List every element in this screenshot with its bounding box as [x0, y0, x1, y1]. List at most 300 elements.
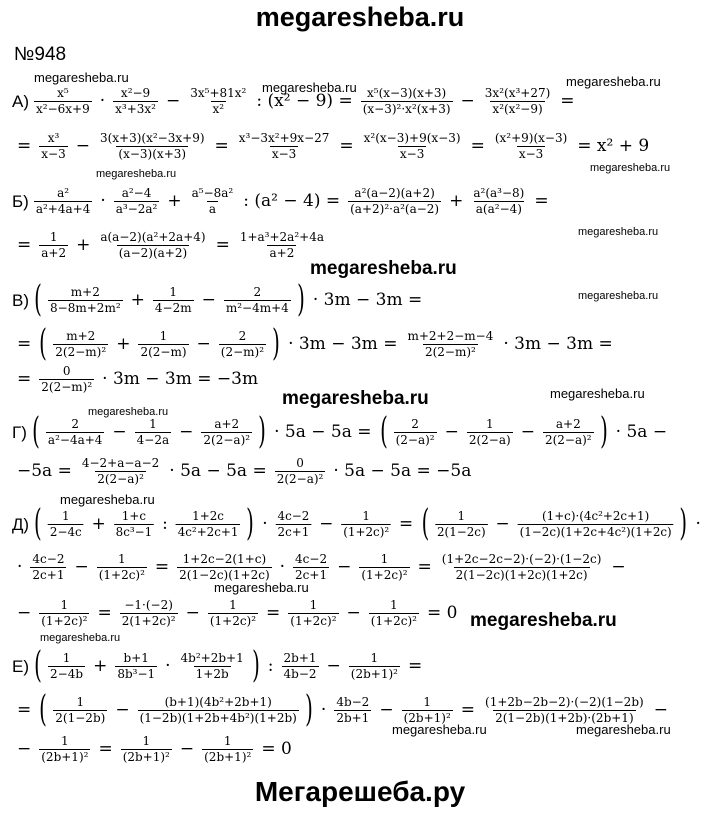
numerator: 4b−2	[336, 694, 370, 709]
fraction	[369, 598, 419, 629]
operator: =	[214, 136, 229, 156]
denominator: (2b+1)²	[403, 710, 451, 725]
denominator: (2b+1)²	[41, 750, 89, 764]
numerator: 2	[238, 328, 247, 343]
eq-line-v2	[12, 323, 618, 364]
numerator: m+2	[70, 284, 100, 299]
fraction	[46, 417, 105, 448]
watermark: megaresheba.ru	[310, 258, 457, 279]
denominator: (2b+1)²	[350, 666, 398, 681]
operator: =	[560, 91, 575, 111]
fraction	[341, 509, 391, 540]
operator: =	[417, 557, 432, 577]
operator: : (x² − 9) =	[256, 91, 353, 111]
denominator: a³−2a²	[115, 202, 158, 216]
denominator: a+2	[41, 246, 67, 260]
fraction	[288, 598, 338, 629]
fraction	[98, 131, 207, 162]
fraction	[467, 417, 513, 448]
denominator: 8b³−1	[117, 666, 156, 681]
operator: −	[17, 603, 32, 623]
denominator: (2−a)²	[395, 432, 435, 447]
operator: −	[179, 421, 194, 442]
denominator: x−3	[399, 147, 425, 161]
operator: −	[346, 603, 361, 623]
watermark: megaresheba.ru	[96, 168, 177, 180]
denominator: (1−2b)(1+2b+4b²)(1+2b)	[139, 710, 297, 725]
fraction	[53, 695, 107, 726]
numerator: 1	[60, 598, 69, 612]
numerator: (1+2b−2b−2)·(−2)(1−2b)	[485, 694, 644, 709]
operator: −	[460, 91, 475, 111]
denominator: x−3	[41, 147, 66, 161]
numerator: 1+c	[121, 508, 147, 523]
eq-line-v1	[12, 279, 427, 320]
operator: +	[76, 235, 91, 255]
eq-line-d2	[12, 552, 631, 583]
operator: +	[130, 289, 145, 310]
fraction	[483, 695, 646, 726]
numerator: (1+2c−2c−2)·(−2)·(1−2c)	[441, 552, 602, 566]
operator: −	[337, 557, 352, 577]
fraction	[282, 651, 319, 682]
numerator: m+2+2−m−4	[407, 328, 494, 343]
parenthesis: (	[34, 279, 42, 320]
operator: −	[319, 513, 334, 534]
numerator: 1	[149, 416, 157, 431]
denominator: 2b+1	[336, 710, 370, 725]
fraction	[493, 131, 569, 162]
site-footer: Мегарешеба.ру	[254, 776, 466, 807]
parenthesis: (	[32, 411, 40, 452]
parenthesis: )	[251, 645, 260, 686]
denominator: x³+3x²	[115, 102, 156, 116]
denominator: 2(2−a)²	[544, 432, 592, 447]
fraction	[361, 86, 453, 117]
operator: ·	[17, 557, 23, 577]
parenthesis: (	[379, 411, 388, 452]
denominator: (1−2c)(1+2c+4c²)(1+2c)	[519, 524, 672, 539]
fraction	[435, 509, 488, 540]
watermark: megaresheba.ru	[40, 632, 121, 644]
denominator: 2−4c	[49, 524, 82, 539]
fraction	[34, 86, 92, 117]
fraction	[121, 734, 172, 765]
denominator: (1+2c)²	[361, 568, 408, 582]
fraction	[114, 186, 160, 217]
fraction	[53, 329, 108, 360]
denominator: 2(1−2c)	[436, 524, 486, 539]
watermark: megaresheba.ru	[550, 386, 645, 401]
fraction	[34, 186, 93, 217]
numerator: 4b²+2b+1	[180, 650, 244, 665]
fraction	[97, 552, 147, 583]
operator: :	[162, 513, 168, 534]
denominator: 2(2−m)	[140, 344, 187, 359]
fraction	[48, 509, 84, 540]
fraction	[113, 86, 158, 117]
parenthesis: )	[599, 411, 608, 452]
denominator: x²(x²−9)	[492, 102, 543, 116]
parenthesis: )	[679, 503, 688, 544]
numerator: x³	[47, 131, 60, 145]
numerator: 1	[61, 734, 69, 748]
operator: +	[449, 191, 464, 211]
numerator: 3(x+3)(x²−3x+9)	[99, 131, 205, 145]
fraction	[334, 695, 371, 726]
fraction	[402, 695, 453, 726]
denominator: m²−4m+4	[225, 300, 289, 315]
eq-line-e1	[12, 645, 427, 686]
numerator: 2	[253, 284, 262, 299]
operator: ·	[99, 91, 106, 111]
numerator: a+2	[555, 416, 581, 431]
denominator: 2(2−m)²	[55, 344, 107, 359]
fraction	[237, 131, 332, 162]
fraction	[135, 417, 171, 448]
operator: −	[379, 699, 394, 720]
operator: · 3m − 3m = −3m	[102, 369, 259, 389]
fraction	[224, 285, 291, 316]
denominator: 4−2a	[136, 432, 170, 447]
operator: · 5a − 5a =	[274, 421, 372, 442]
operator: =	[339, 136, 354, 156]
operator: · 5a − 5a =	[169, 461, 267, 481]
eq-line-e3	[12, 734, 297, 765]
watermark: megaresheba.ru	[88, 406, 169, 418]
denominator: x−3	[518, 147, 544, 161]
numerator: a(a−2)(a²+2a+4)	[100, 230, 206, 244]
operator: =	[215, 235, 230, 255]
fraction	[202, 734, 253, 765]
watermark: megaresheba.ru	[578, 226, 659, 238]
fraction	[276, 509, 312, 540]
fraction	[219, 329, 266, 360]
numerator: 4c−2	[277, 508, 310, 523]
denominator: 2(2−a)²	[276, 472, 324, 486]
operator: = 0	[426, 603, 458, 623]
operator: : (a² − 4) =	[243, 191, 341, 211]
denominator: 2(1−2b)(1+2b)·(2b+1)	[495, 710, 634, 725]
denominator: (2b+1)²	[204, 750, 252, 764]
operator: =	[154, 557, 170, 577]
numerator: 1	[169, 284, 178, 299]
denominator: 4c²+2c+1	[177, 524, 239, 539]
operator: Д)	[12, 514, 30, 534]
fraction	[48, 651, 85, 682]
operator: · 3m − 3m =	[288, 333, 398, 354]
operator: −	[444, 421, 459, 442]
fraction	[275, 456, 326, 487]
operator: =	[399, 513, 414, 534]
operator: −	[611, 557, 626, 577]
parenthesis: (	[39, 323, 48, 364]
fraction	[120, 598, 178, 629]
eq-line-a2	[12, 131, 654, 162]
watermark: megaresheba.ru	[392, 722, 487, 737]
denominator: 4b−2	[283, 666, 317, 681]
denominator: 2c+1	[295, 568, 328, 582]
denominator: (a+2)²·a²(a−2)	[350, 202, 440, 216]
numerator: (x²+9)(x−3)	[494, 131, 568, 145]
operator: +	[167, 191, 182, 211]
fraction	[138, 695, 299, 726]
numerator: 0	[62, 364, 71, 378]
denominator: 8c³−1	[115, 524, 153, 539]
fraction	[201, 417, 252, 448]
operator: Г)	[12, 422, 27, 442]
numerator: 2	[71, 416, 79, 431]
numerator: 1	[117, 552, 126, 566]
parenthesis: (	[34, 645, 42, 686]
operator: ·	[320, 699, 327, 720]
denominator: 1+2b	[195, 666, 229, 681]
denominator: 2(2−m)²	[41, 380, 93, 394]
fraction	[394, 417, 437, 448]
operator: =	[266, 603, 281, 623]
numerator: 2	[411, 416, 419, 431]
numerator: a⁵−8a²	[191, 186, 234, 200]
denominator: 2(1+2c)²	[121, 614, 176, 628]
fraction	[348, 186, 441, 217]
watermark: megaresheba.ru	[34, 70, 129, 85]
denominator: (a−2)(a+2)	[118, 246, 188, 260]
operator: = 0	[261, 739, 292, 759]
operator: ·	[100, 191, 106, 211]
eq-line-b1	[12, 186, 554, 217]
numerator: 1	[457, 508, 466, 523]
denominator: 2(2−a)²	[97, 472, 144, 486]
watermark: megaresheba.ru	[214, 580, 309, 595]
fraction	[518, 509, 674, 540]
numerator: 3x⁵+81x²	[190, 86, 247, 100]
operator: =	[470, 136, 485, 156]
parenthesis: (	[34, 503, 42, 544]
item-label: А)	[12, 92, 29, 111]
numerator: 1	[390, 598, 398, 612]
fraction	[208, 598, 258, 629]
operator: В)	[12, 290, 29, 310]
parenthesis: (	[421, 503, 429, 544]
problem-number: №948	[14, 44, 67, 65]
parenthesis: )	[305, 689, 313, 730]
fraction	[543, 417, 594, 448]
operator: +	[91, 513, 106, 534]
operator: ·	[165, 655, 171, 676]
fraction	[138, 329, 188, 360]
numerator: a+2	[214, 416, 240, 431]
watermark: megaresheba.ru	[576, 722, 671, 737]
fraction	[39, 598, 89, 629]
operator: · 3m − 3m =	[312, 289, 423, 310]
operator: · 3m − 3m =	[503, 333, 613, 354]
denominator: a²−4a+4	[47, 432, 103, 447]
denominator: (2−m)²	[220, 344, 265, 359]
fraction	[405, 329, 495, 360]
fraction	[39, 131, 67, 162]
denominator: a+2	[269, 246, 295, 260]
fraction	[293, 552, 329, 583]
operator: −	[112, 421, 127, 442]
operator: −	[115, 699, 130, 720]
operator: :	[267, 655, 274, 676]
operator: =	[97, 603, 112, 623]
watermark: megaresheba.ru	[590, 162, 671, 174]
denominator: (x−3)²·x²(x+3)	[362, 102, 451, 116]
numerator: x²(x−3)+9(x−3)	[363, 131, 461, 145]
numerator: 1	[62, 508, 70, 523]
parenthesis: )	[272, 323, 280, 364]
numerator: 1	[370, 650, 379, 665]
numerator: a²−4	[121, 186, 152, 200]
denominator: (1+2c)²	[290, 614, 337, 628]
parenthesis: (	[39, 689, 48, 730]
denominator: 2(1−2c)(1+2c)(1+2c)	[455, 568, 588, 582]
fraction	[440, 552, 604, 583]
watermark: megaresheba.ru	[470, 610, 617, 631]
fraction	[39, 230, 68, 261]
operator: · 5a −	[615, 421, 668, 442]
numerator: 1	[362, 508, 370, 523]
denominator: (2b+1)²	[122, 750, 170, 764]
numerator: 1+2c−2(1+c)	[182, 552, 267, 566]
numerator: 1	[423, 694, 431, 709]
operator: · 5a − 5a = −5a	[333, 461, 472, 481]
numerator: x³−3x²+9x−27	[238, 131, 330, 145]
numerator: 1	[49, 230, 58, 244]
numerator: 4c−2	[32, 552, 65, 566]
fraction	[190, 186, 236, 217]
denominator: 2(1−2b)	[55, 710, 106, 725]
operator: −	[326, 655, 341, 676]
operator: −	[75, 136, 90, 156]
operator: −	[185, 603, 200, 623]
numerator: 1+a³+2a²+4a	[239, 230, 324, 244]
fraction	[98, 230, 207, 261]
denominator: a²+4a+4	[35, 202, 91, 216]
eq-line-b2	[12, 230, 329, 261]
operator: −	[495, 513, 510, 534]
parenthesis: )	[258, 411, 266, 452]
operator: =	[17, 235, 32, 255]
numerator: a²	[57, 186, 70, 200]
denominator: 2c+1	[32, 568, 65, 582]
denominator: (x−3)(x+3)	[118, 147, 187, 161]
operator: =	[534, 191, 549, 211]
denominator: a(a²−4)	[475, 202, 522, 216]
operator: +	[116, 333, 131, 354]
operator: ·	[279, 557, 286, 577]
denominator: (1+2c)²	[209, 614, 257, 628]
fraction	[153, 285, 194, 316]
parenthesis: )	[296, 279, 305, 320]
fraction	[238, 230, 326, 261]
numerator: 3x²(x³+27)	[484, 86, 551, 100]
numerator: a²(a³−8)	[473, 186, 525, 200]
fraction	[188, 86, 248, 117]
numerator: (1+c)·(4c²+2c+1)	[541, 508, 650, 523]
watermark: megaresheba.ru	[60, 492, 155, 507]
operator: =	[17, 699, 32, 720]
numerator: x⁵	[57, 86, 69, 100]
operator: =	[17, 136, 32, 156]
numerator: a²(a−2)(a+2)	[354, 186, 435, 200]
numerator: 2b+1	[283, 650, 317, 665]
watermark: megaresheba.ru	[566, 74, 661, 89]
fraction	[471, 186, 526, 217]
fraction	[359, 552, 409, 583]
eq-line-d3	[12, 598, 462, 629]
denominator: (1+2c)²	[343, 524, 390, 539]
numerator: 1	[380, 552, 389, 566]
numerator: 1	[229, 598, 237, 612]
fraction	[362, 131, 463, 162]
operator: −	[520, 421, 535, 442]
denominator: 2(1−2c)(1+2c)	[179, 568, 270, 582]
watermark: megaresheba.ru	[578, 290, 659, 302]
numerator: m+2	[66, 328, 96, 343]
numerator: 1	[485, 416, 494, 431]
denominator: 2−4b	[50, 666, 84, 681]
numerator: 1	[142, 734, 151, 748]
eq-line-d1	[12, 503, 706, 544]
operator: Б)	[12, 192, 29, 211]
numerator: x⁵(x−3)(x+3)	[367, 86, 447, 100]
numerator: 0	[296, 456, 304, 470]
operator: +	[93, 655, 108, 676]
denominator: 2c+1	[277, 524, 310, 539]
fraction	[39, 364, 94, 395]
operator: −	[17, 739, 32, 759]
denominator: 2(2−a)²	[203, 432, 251, 447]
operator: −	[201, 289, 216, 310]
operator: ·	[262, 513, 268, 534]
fraction	[177, 552, 271, 583]
denominator: (1+2c)²	[370, 614, 417, 628]
denominator: x²−6x+9	[36, 102, 90, 116]
operator: −	[653, 699, 668, 720]
denominator: (1+2c)²	[98, 568, 145, 582]
fraction	[114, 509, 155, 540]
denominator: 4−2m	[154, 300, 192, 315]
operator: −5a =	[17, 461, 72, 481]
denominator: x²	[212, 102, 225, 116]
numerator: −1·(−2)	[124, 598, 173, 612]
operator: Е)	[12, 656, 29, 676]
eq-line-v3	[12, 364, 263, 395]
numerator: 1	[159, 328, 168, 343]
operator: =	[460, 699, 476, 720]
numerator: 4−2+a−a−2	[81, 456, 160, 470]
fraction	[48, 285, 123, 316]
denominator: a	[208, 202, 216, 216]
numerator: x²−9	[120, 86, 151, 100]
numerator: 1	[309, 598, 318, 612]
watermark: megaresheba.ru	[282, 388, 429, 409]
operator: =	[407, 655, 423, 676]
eq-line-g2	[12, 456, 476, 487]
fraction	[115, 651, 157, 682]
denominator: x−3	[271, 147, 297, 161]
fraction	[39, 734, 90, 765]
fraction	[349, 651, 400, 682]
denominator: 2(2−m)²	[424, 344, 476, 359]
operator: = x² + 9	[577, 136, 650, 156]
operator: −	[74, 557, 89, 577]
site-header: megaresheba.ru	[255, 2, 465, 32]
eq-line-a1	[12, 86, 580, 117]
numerator: 4c−2	[295, 552, 328, 566]
